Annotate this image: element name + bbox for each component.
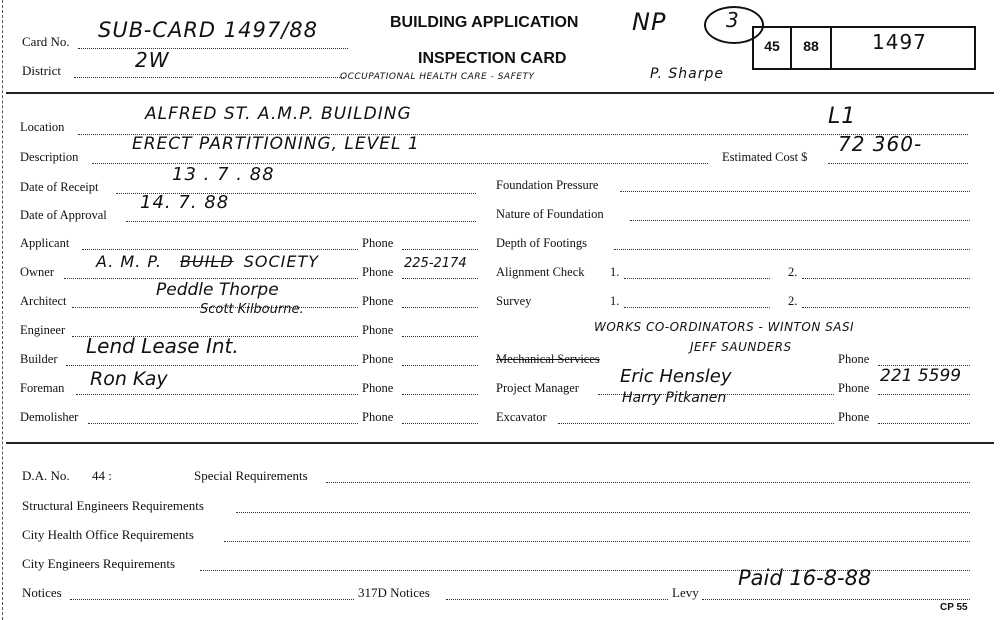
district-label: District (22, 63, 61, 78)
foreman-label: Foreman (20, 381, 65, 395)
date-approval-value: 14. 7. 88 (140, 192, 230, 213)
owner-phone: 225-2174 (404, 256, 467, 271)
district-line (74, 77, 344, 78)
notices-label: Notices (22, 585, 62, 600)
alignment-num1: 1. (610, 265, 620, 279)
owner-struck-word: BUILD (180, 252, 234, 271)
card-no-label: Card No. (22, 34, 70, 49)
excavator-phone-label: Phone (838, 410, 870, 424)
levy-label: Levy (672, 585, 699, 600)
owner-value-prefix: A. M. P. (96, 252, 162, 271)
builder-label: Builder (20, 352, 58, 366)
survey-num1: 1. (610, 294, 620, 308)
architect-phone-label: Phone (362, 294, 394, 308)
notices-317d-label: 317D Notices (358, 585, 430, 600)
architect-phone-line (402, 307, 478, 308)
works-note2: JEFF SAUNDERS (690, 340, 792, 354)
mechanical-label: Mechanical Services (496, 352, 600, 366)
date-approval-line (126, 221, 476, 222)
da-label: D.A. No. (22, 468, 70, 483)
levy-line (702, 599, 970, 600)
depth-footings-line (614, 249, 970, 250)
circle-mark-text: 3 (726, 8, 740, 32)
project-manager-label: Project Manager (496, 381, 579, 395)
levy-value: Paid 16-8-88 (738, 566, 872, 590)
survey-line2 (802, 307, 970, 308)
structural-line (236, 512, 970, 513)
note-name: P. Sharpe (650, 66, 725, 82)
level-mark: L1 (828, 104, 857, 129)
architect-value2: Scott Kilbourne. (200, 302, 304, 317)
foreman-phone-label: Phone (362, 381, 394, 395)
alignment-line1 (624, 278, 770, 279)
architect-value: Peddle Thorpe (156, 280, 279, 300)
builder-phone-label: Phone (362, 352, 394, 366)
foundation-pressure-label: Foundation Pressure (496, 178, 599, 192)
nature-foundation-line (630, 220, 970, 221)
edge-marks (2, 0, 7, 620)
estimated-cost-label: Estimated Cost $ (722, 150, 808, 164)
owner-value (96, 252, 319, 271)
notices-317d-line (446, 599, 668, 600)
builder-phone-line (402, 365, 478, 366)
project-manager-value: Eric Hensley (620, 366, 732, 387)
special-line (326, 482, 970, 483)
excavator-label: Excavator (496, 410, 547, 424)
engineer-phone-line (402, 336, 478, 337)
box-divider-2 (830, 26, 832, 70)
applicant-phone-line (402, 249, 478, 250)
demolisher-phone-line (402, 423, 478, 424)
location-label: Location (20, 120, 65, 134)
description-label: Description (20, 150, 79, 164)
box-cell-3: 1497 (872, 30, 927, 54)
engineer-label: Engineer (20, 323, 66, 337)
applicant-line (82, 249, 358, 250)
date-receipt-label: Date of Receipt (20, 180, 99, 194)
engineer-phone-label: Phone (362, 323, 394, 337)
foreman-line (76, 394, 358, 395)
date-receipt-value: 13 . 7 . 88 (172, 164, 275, 185)
box-cell-1: 45 (764, 38, 780, 54)
foreman-value: Ron Kay (90, 368, 168, 390)
architect-label: Architect (20, 294, 67, 308)
special-label: Special Requirements (194, 468, 308, 483)
builder-value: Lend Lease Int. (86, 334, 239, 358)
box-cell-2: 88 (803, 38, 819, 54)
owner-phone-label: Phone (362, 265, 394, 279)
estimated-cost-line (828, 163, 968, 164)
mechanical-phone-label: Phone (838, 352, 870, 366)
da-value: 44 : (92, 468, 112, 483)
card-no-line (78, 48, 348, 49)
location-value: ALFRED ST. A.M.P. BUILDING (145, 104, 412, 124)
pm-phone-label: Phone (838, 381, 870, 395)
demolisher-phone-label: Phone (362, 410, 394, 424)
project-manager-value2: Harry Pitkanen (622, 390, 727, 406)
nature-foundation-label: Nature of Foundation (496, 207, 604, 221)
survey-label: Survey (496, 294, 532, 308)
header-rule (6, 92, 994, 94)
structural-label: Structural Engineers Requirements (22, 498, 204, 513)
excavator-phone-line (878, 423, 970, 424)
description-value: ERECT PARTITIONING, LEVEL 1 (132, 134, 420, 154)
depth-footings-label: Depth of Footings (496, 236, 587, 250)
occupational-note: OCCUPATIONAL HEALTH CARE - SAFETY (340, 72, 535, 82)
health-line (224, 541, 970, 542)
alignment-line2 (802, 278, 970, 279)
applicant-label: Applicant (20, 236, 70, 250)
demolisher-line (88, 423, 358, 424)
builder-line (66, 365, 358, 366)
survey-num2: 2. (788, 294, 798, 308)
demolisher-label: Demolisher (20, 410, 79, 424)
health-label: City Health Office Requirements (22, 527, 194, 542)
city-eng-label: City Engineers Requirements (22, 556, 176, 571)
foreman-phone-line (402, 394, 478, 395)
foundation-pressure-line (620, 191, 970, 192)
alignment-num2: 2. (788, 265, 798, 279)
applicant-phone-label: Phone (362, 236, 394, 250)
stamp-initials: NP (632, 8, 667, 36)
pm-phone-line (878, 394, 970, 395)
alignment-label: Alignment Check (496, 265, 585, 279)
card-no-value: SUB-CARD 1497/88 (98, 18, 319, 42)
district-value: 2W (135, 48, 170, 72)
date-approval-label: Date of Approval (20, 208, 107, 222)
works-note: WORKS CO-ORDINATORS - WINTON SASI (594, 320, 855, 334)
notices-line (70, 599, 354, 600)
survey-line1 (624, 307, 770, 308)
estimated-cost-value: 72 360- (838, 132, 923, 156)
excavator-line (558, 423, 834, 424)
pm-phone: 221 5599 (880, 366, 962, 386)
title-line2: INSPECTION CARD (418, 50, 567, 67)
owner-value-suffix: SOCIETY (243, 252, 320, 271)
title-line1: BUILDING APPLICATION (390, 14, 579, 31)
middle-rule (6, 442, 994, 444)
owner-line (64, 278, 358, 279)
owner-phone-line (402, 278, 478, 279)
owner-label: Owner (20, 265, 55, 279)
form-code: CP 55 (940, 602, 968, 613)
